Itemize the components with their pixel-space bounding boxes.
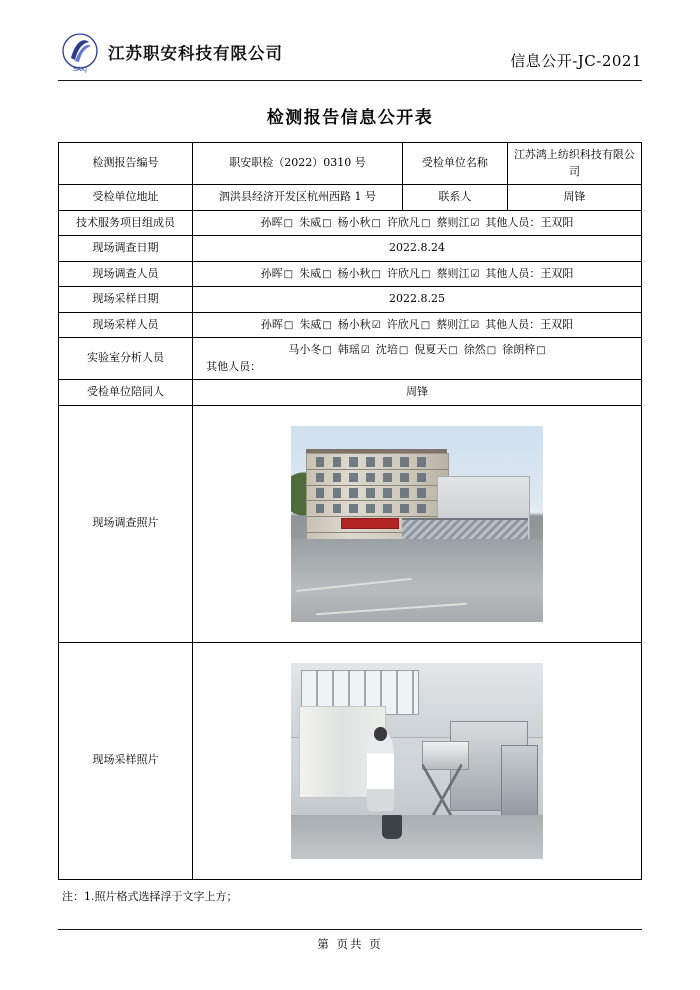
checkbox-checked-icon[interactable]: ☑ (360, 345, 370, 356)
table-row (59, 261, 642, 287)
checkbox-checked-icon[interactable]: ☑ (371, 319, 381, 331)
table-note: 注：1.照片格式选择浮于文字上方； (62, 889, 238, 903)
staff-name: 杨小秋 (337, 317, 371, 331)
checkbox-unchecked-icon[interactable]: □ (322, 345, 332, 356)
staff-others-value: 其他人员：王双阳 (485, 266, 574, 280)
escort-label: 受检单位陪同人 (59, 380, 193, 406)
checkbox-unchecked-icon[interactable]: □ (536, 345, 546, 356)
survey-staff-value (193, 261, 642, 287)
staff-name: 许欣凡 (387, 266, 420, 280)
svg-text:SAKJ: SAKJ (73, 66, 87, 73)
sampling-staff-label: 现场采样人员 (59, 312, 193, 338)
staff-name: 倪夏天 (414, 343, 448, 356)
staff-checkbox-item[interactable] (261, 215, 293, 232)
survey-date-label: 现场调查日期 (59, 236, 193, 262)
brand-block (58, 30, 283, 74)
table-row (59, 405, 642, 642)
staff-name: 徐朗梓 (502, 343, 536, 356)
table-row (59, 642, 642, 879)
survey-photo-image (291, 426, 543, 622)
staff-checkbox-item[interactable] (387, 317, 430, 334)
lab-staff-others-label: 其他人员： (206, 359, 262, 373)
staff-name: 朱威 (299, 266, 322, 280)
staff-others-value: 其他人员：王双阳 (485, 215, 574, 229)
team-members-list (196, 215, 638, 232)
staff-checkbox-item[interactable] (436, 266, 479, 283)
staff-name: 孙晖 (260, 266, 283, 280)
staff-checkbox-item[interactable] (288, 342, 331, 359)
staff-name: 许欣凡 (386, 317, 420, 331)
checkbox-unchecked-icon[interactable]: □ (420, 319, 431, 331)
contact-value: 周锋 (507, 185, 641, 211)
staff-checkbox-item[interactable] (338, 266, 381, 283)
sampling-photo-label: 现场采样照片 (59, 642, 193, 879)
checkbox-unchecked-icon[interactable]: □ (371, 268, 381, 280)
checkbox-unchecked-icon[interactable]: □ (448, 345, 458, 356)
lab-staff-label: 实验室分析人员 (59, 338, 193, 380)
client-address-value: 泗洪县经济开发区杭州西路 1 号 (193, 185, 403, 211)
table-row (59, 287, 642, 313)
staff-name: 蔡则江 (436, 266, 470, 280)
company-name: 江苏职安科技有限公司 (108, 44, 283, 63)
staff-name: 马小冬 (288, 343, 322, 356)
document-code: 信息公开-JC-2021 (510, 52, 642, 70)
checkbox-unchecked-icon[interactable]: □ (486, 345, 497, 356)
table-row (59, 143, 642, 185)
report-no-value: 职安职检（2022）0310 号 (193, 143, 403, 185)
company-logo-icon (58, 30, 102, 74)
checkbox-checked-icon[interactable]: ☑ (470, 268, 480, 280)
staff-name: 孙晖 (260, 215, 283, 229)
checkbox-unchecked-icon[interactable]: □ (322, 217, 332, 229)
staff-others-value: 其他人员：王双阳 (485, 317, 574, 331)
staff-checkbox-item[interactable] (299, 317, 331, 334)
sampling-photo-cell (193, 642, 642, 879)
table-row (59, 210, 642, 236)
page-title: 检测报告信息公开表 (266, 108, 434, 128)
staff-name: 沈培 (375, 343, 398, 356)
client-name-label: 受检单位名称 (402, 143, 507, 185)
checkbox-unchecked-icon[interactable]: □ (283, 268, 294, 280)
report-no-label: 检测报告编号 (59, 143, 193, 185)
staff-checkbox-item[interactable] (376, 342, 408, 359)
table-row (59, 380, 642, 406)
lab-staff-list (196, 342, 638, 359)
checkbox-checked-icon[interactable]: ☑ (470, 217, 480, 229)
contact-label: 联系人 (402, 185, 507, 211)
page-header (58, 30, 642, 81)
survey-date-value: 2022.8.24 (193, 236, 642, 262)
staff-checkbox-item[interactable] (299, 215, 331, 232)
staff-name: 杨小秋 (337, 215, 371, 229)
staff-checkbox-item[interactable] (464, 342, 496, 359)
staff-checkbox-item[interactable] (387, 215, 430, 232)
lab-staff-value (193, 338, 642, 380)
staff-checkbox-item[interactable] (387, 266, 430, 283)
sampling-photo-image (291, 663, 543, 859)
staff-name: 蔡则江 (436, 215, 470, 229)
checkbox-unchecked-icon[interactable]: □ (322, 319, 332, 331)
sampling-date-value: 2022.8.25 (193, 287, 642, 313)
sampling-staff-list (196, 317, 638, 334)
sampling-staff-value (193, 312, 642, 338)
staff-name: 孙晖 (260, 317, 283, 331)
staff-checkbox-item[interactable] (414, 342, 457, 359)
checkbox-unchecked-icon[interactable]: □ (421, 217, 431, 229)
table-row (59, 312, 642, 338)
survey-staff-list (196, 266, 638, 283)
checkbox-unchecked-icon[interactable]: □ (371, 217, 381, 229)
staff-checkbox-item[interactable] (338, 342, 370, 359)
staff-name: 朱威 (299, 317, 322, 331)
table-row (59, 185, 642, 211)
page-footer: 第 页共 页 (58, 929, 642, 952)
report-info-table (58, 142, 642, 880)
client-address-label: 受检单位地址 (59, 185, 193, 211)
sampling-date-label: 现场采样日期 (59, 287, 193, 313)
table-row (59, 236, 642, 262)
staff-name: 朱威 (299, 215, 322, 229)
escort-value: 周锋 (193, 380, 642, 406)
staff-name: 韩瑶 (337, 343, 360, 356)
checkbox-unchecked-icon[interactable]: □ (398, 345, 409, 356)
checkbox-unchecked-icon[interactable]: □ (322, 268, 332, 280)
table-row (59, 338, 642, 380)
checkbox-checked-icon[interactable]: ☑ (470, 319, 480, 331)
survey-photo-label: 现场调查照片 (59, 405, 193, 642)
staff-name: 徐然 (463, 343, 486, 356)
checkbox-unchecked-icon[interactable]: □ (283, 319, 294, 331)
staff-checkbox-item[interactable] (338, 215, 381, 232)
staff-checkbox-item[interactable] (502, 342, 545, 359)
staff-checkbox-item[interactable] (261, 317, 293, 334)
staff-checkbox-item[interactable] (436, 317, 479, 334)
staff-name: 蔡则江 (436, 317, 470, 331)
team-members-label: 技术服务项目组成员 (59, 210, 193, 236)
client-name-value: 江苏鸿上纺织科技有限公司 (507, 143, 641, 185)
team-members-value (193, 210, 642, 236)
survey-photo-cell (193, 405, 642, 642)
survey-staff-label: 现场调查人员 (59, 261, 193, 287)
staff-checkbox-item[interactable] (299, 266, 331, 283)
staff-checkbox-item[interactable] (261, 266, 293, 283)
checkbox-unchecked-icon[interactable]: □ (421, 268, 431, 280)
staff-checkbox-item[interactable] (436, 215, 479, 232)
staff-name: 杨小秋 (337, 266, 371, 280)
staff-checkbox-item[interactable] (338, 317, 381, 334)
staff-name: 许欣凡 (387, 215, 420, 229)
checkbox-unchecked-icon[interactable]: □ (283, 217, 294, 229)
